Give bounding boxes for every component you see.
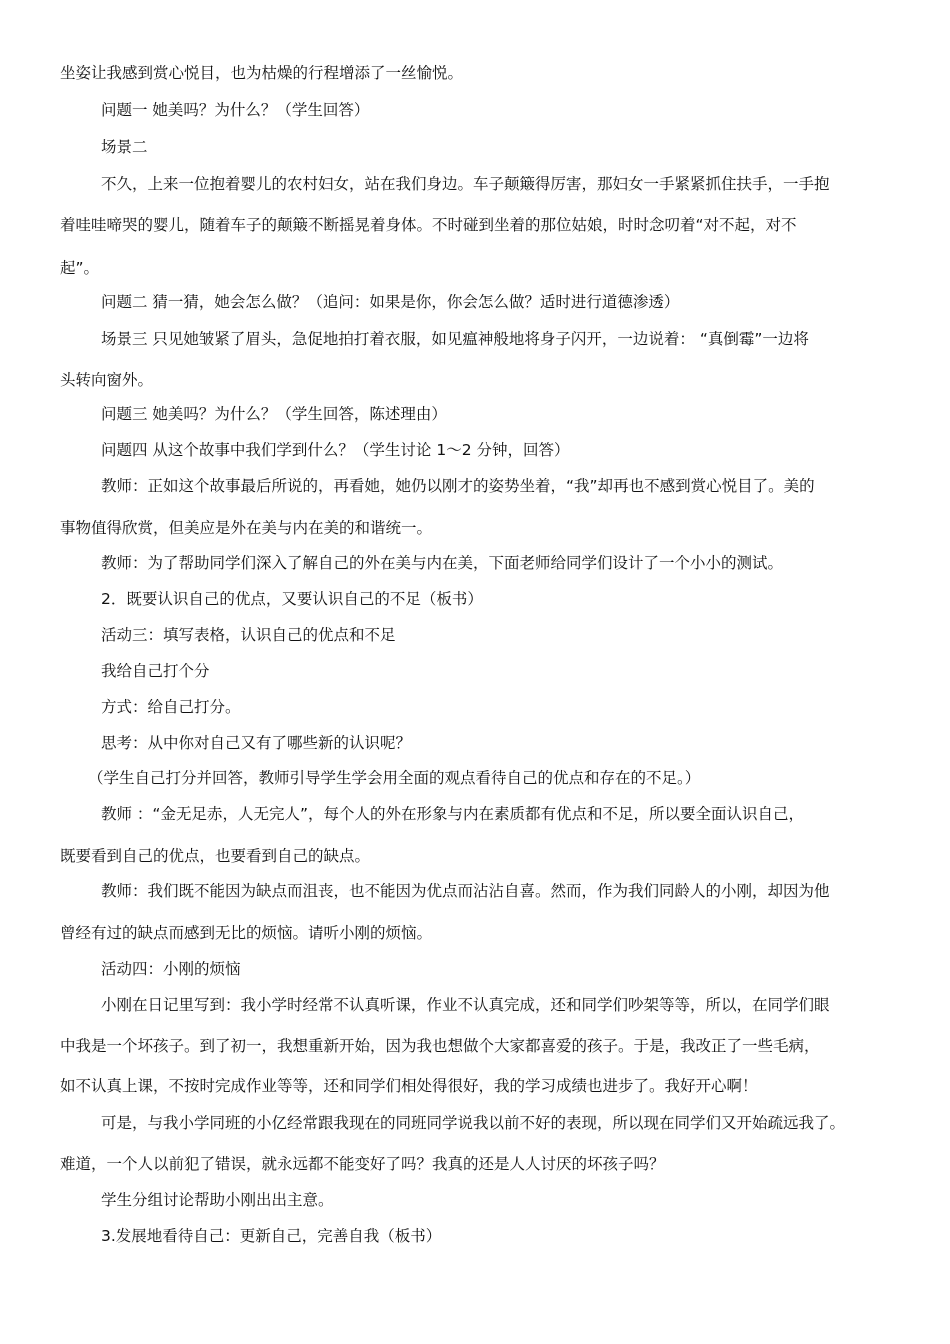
text-line: 小刚在日记里写到：我小学时经常不认真听课，作业不认真完成，还和同学们吵架等等，所以，在同学们眼 — [101, 996, 830, 1014]
text-line: 既要看到自己的优点，也要看到自己的缺点。 — [60, 847, 371, 865]
text-line: 教师：为了帮助同学们深入了解自己的外在美与内在美，下面老师给同学们设计了一个小小的测试。 — [101, 554, 784, 572]
section-heading: 2．既要认识自己的优点，又要认识自己的不足（板书） — [101, 590, 483, 608]
text-line: 教师 ：“金无足赤，人无完人”，每个人的外在形象与内在素质都有优点和不足，所以要全面认识自己， — [101, 805, 804, 823]
text-line: 如不认真上课，不按时完成作业等等，还和同学们相处得很好，我的学习成绩也进步了。我好开心啊！ — [60, 1077, 758, 1095]
text-line: 着哇哇啼哭的婴儿，随着车子的颠簸不断摇晃着身体。不时碰到坐着的那位姑娘，时时念叨着“对不起，对不 — [60, 216, 797, 234]
text-line: 不久，上来一位抱着婴儿的农村妇女，站在我们身边。车子颠簸得厉害，那妇女一手紧紧抓住扶手，一手抱 — [101, 175, 830, 193]
text-line: （学生自己打分并回答，教师引导学生学会用全面的观点看待自己的优点和存在的不足。） — [88, 769, 701, 787]
text-line: 事物值得欣赏，但美应是外在美与内在美的和谐统一。 — [60, 519, 433, 537]
text-line: 曾经有过的缺点而感到无比的烦恼。请听小刚的烦恼。 — [60, 924, 433, 942]
question-line: 问题一 她美吗？为什么？（学生回答） — [101, 101, 370, 119]
text-line: 思考：从中你对自己又有了哪些新的认识呢？ — [101, 734, 412, 752]
text-line: 我给自己打个分 — [101, 662, 210, 680]
question-line: 问题四 从这个故事中我们学到什么？（学生讨论 1～2 分钟，回答） — [101, 441, 570, 459]
question-line: 问题二 猜一猜，她会怎么做？（追问：如果是你，你会怎么做？适时进行道德渗透） — [101, 293, 680, 311]
text-line: 难道，一个人以前犯了错误，就永远都不能变好了吗？我真的还是人人讨厌的坏孩子吗？ — [60, 1155, 665, 1173]
scene-heading: 场景三 只见她皱紧了眉头，急促地拍打着衣服，如见瘟神般地将身子闪开，一边说着： “真倒霉”一边将 — [101, 330, 809, 348]
text-line: 可是，与我小学同班的小亿经常跟我现在的同班同学说我以前不好的表现，所以现在同学们又开始疏远我了。 — [101, 1114, 846, 1132]
text-line: 方式：给自己打分。 — [101, 698, 241, 716]
text-line: 学生分组讨论帮助小刚出出主意。 — [101, 1191, 334, 1209]
text-line: 教师：我们既不能因为缺点而沮丧，也不能因为优点而沾沾自喜。然而，作为我们同龄人的小刚，却因为他 — [101, 882, 830, 900]
activity-heading: 活动四：小刚的烦恼 — [101, 960, 241, 978]
text-line: 头转向窗外。 — [60, 371, 154, 389]
question-line: 问题三 她美吗？为什么？（学生回答，陈述理由） — [101, 405, 447, 423]
section-heading: 3.发展地看待自己：更新自己，完善自我（板书） — [101, 1227, 442, 1245]
activity-heading: 活动三：填写表格，认识自己的优点和不足 — [101, 626, 396, 644]
text-line: 坐姿让我感到赏心悦目，也为枯燥的行程增添了一丝愉悦。 — [60, 64, 464, 82]
text-line: 中我是一个坏孩子。到了初一，我想重新开始，因为我也想做个大家都喜爱的孩子。于是，我改正了一些毛病， — [60, 1037, 820, 1055]
text-line: 起”。 — [60, 259, 100, 277]
text-line: 教师：正如这个故事最后所说的，再看她，她仍以刚才的姿势坐着，“我”却再也不感到赏心悦目了。美的 — [101, 477, 815, 495]
scene-heading: 场景二 — [101, 138, 148, 156]
